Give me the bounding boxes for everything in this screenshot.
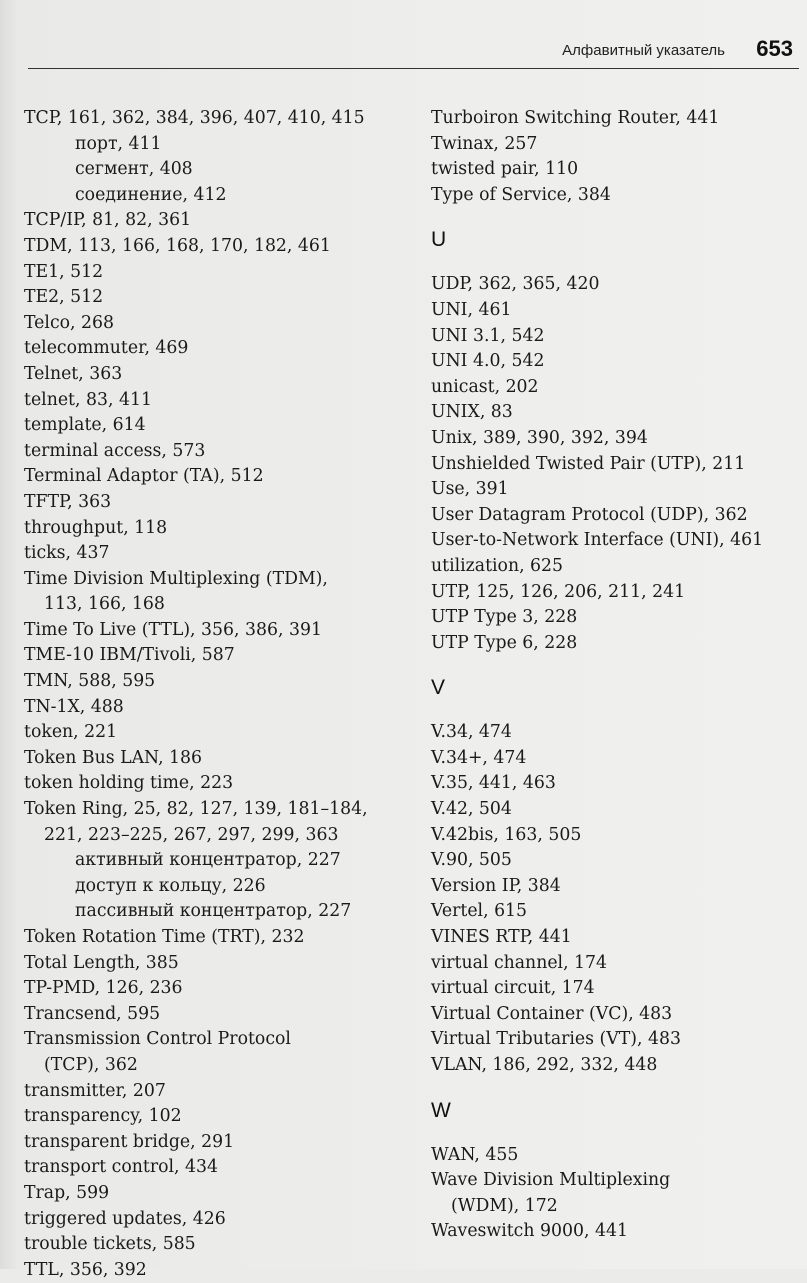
index-entry: Transmission Control Protocol xyxy=(24,1029,291,1050)
index-entry: throughput, 118 xyxy=(24,517,168,538)
index-entry: UNI 4.0, 542 xyxy=(431,351,545,372)
index-entry: transparent bridge, 291 xyxy=(24,1131,235,1152)
index-entry: telnet, 83, 411 xyxy=(24,389,152,410)
index-letter-heading: W xyxy=(431,1098,451,1122)
index-letter-heading: U xyxy=(431,228,447,252)
index-entry: TCP, 161, 362, 384, 396, 407, 410, 415 xyxy=(24,108,365,128)
index-entry: Trap, 599 xyxy=(24,1182,110,1203)
index-entry: transmitter, 207 xyxy=(24,1080,166,1101)
running-header xyxy=(28,36,793,68)
index-column-left xyxy=(24,106,416,1283)
index-entry: Virtual Tributaries (VT), 483 xyxy=(431,1029,681,1050)
index-entry: twisted pair, 110 xyxy=(431,159,579,180)
index-entry: Terminal Adaptor (TA), 512 xyxy=(24,466,264,487)
header-title: Алфавитный указатель xyxy=(562,42,725,59)
index-letter-heading: V xyxy=(431,676,446,700)
index-subentry: порт, 411 xyxy=(75,133,162,154)
index-entry: terminal access, 573 xyxy=(24,440,206,461)
header-rule xyxy=(28,68,799,69)
index-entry-continuation: (WDM), 172 xyxy=(451,1195,558,1216)
index-entry: Turboiron Switching Router, 441 xyxy=(431,108,720,128)
index-entry: token holding time, 223 xyxy=(24,773,234,794)
index-entry: UDP, 362, 365, 420 xyxy=(431,274,600,295)
index-entry: TN-1X, 488 xyxy=(24,696,124,717)
index-entry: TFTP, 363 xyxy=(24,491,112,512)
index-entry: UNIX, 83 xyxy=(431,402,513,423)
index-entry: TDM, 113, 166, 168, 170, 182, 461 xyxy=(24,235,331,256)
index-entry: Telco, 268 xyxy=(24,312,114,333)
index-entry: template, 614 xyxy=(24,415,146,436)
index-entry: UTP Type 3, 228 xyxy=(431,607,578,628)
index-entry: TME-10 IBM/Tivoli, 587 xyxy=(24,645,235,666)
index-entry: Time Division Multiplexing (TDM), xyxy=(24,568,328,589)
index-entry: V.42, 504 xyxy=(431,799,512,820)
index-entry: User Datagram Protocol (UDP), 362 xyxy=(431,504,748,525)
index-entry: UNI, 461 xyxy=(431,299,512,320)
index-subentry: сегмент, 408 xyxy=(75,159,193,180)
index-entry: transport control, 434 xyxy=(24,1157,218,1178)
index-entry: UTP Type 6, 228 xyxy=(431,632,578,653)
index-entry: V.34, 474 xyxy=(431,722,512,743)
index-entry: telecommuter, 469 xyxy=(24,338,189,359)
index-entry: triggered updates, 426 xyxy=(24,1208,226,1229)
index-entry: TTL, 356, 392 xyxy=(24,1259,147,1280)
index-entry: Twinax, 257 xyxy=(431,133,538,154)
index-entry: Time To Live (TTL), 356, 386, 391 xyxy=(24,619,322,640)
index-entry: V.35, 441, 463 xyxy=(431,773,556,794)
index-entry: Unshielded Twisted Pair (UTP), 211 xyxy=(431,453,746,474)
index-entry: TCP/IP, 81, 82, 361 xyxy=(24,210,192,231)
index-entry: Token Bus LAN, 186 xyxy=(24,747,203,768)
index-entry: Trancsend, 595 xyxy=(24,1003,161,1024)
index-entry: V.42bis, 163, 505 xyxy=(431,824,582,845)
index-entry-continuation: 113, 166, 168 xyxy=(44,594,165,615)
index-entry: token, 221 xyxy=(24,722,118,743)
index-subentry: активный концентратор, 227 xyxy=(75,850,341,871)
index-entry: virtual circuit, 174 xyxy=(431,978,595,999)
page-number: 653 xyxy=(756,36,793,61)
index-entry: TE2, 512 xyxy=(24,287,104,308)
index-subentry: соединение, 412 xyxy=(75,184,227,205)
index-entry: Telnet, 363 xyxy=(24,363,123,384)
index-entry: Version IP, 384 xyxy=(431,875,561,896)
index-entry: Wave Division Multiplexing xyxy=(431,1170,671,1191)
index-entry-continuation: 221, 223–225, 267, 297, 299, 363 xyxy=(44,824,339,845)
index-entry: TMN, 588, 595 xyxy=(24,671,156,692)
index-entry: Vertel, 615 xyxy=(431,901,528,922)
index-entry: Unix, 389, 390, 392, 394 xyxy=(431,427,648,448)
index-entry: VLAN, 186, 292, 332, 448 xyxy=(431,1055,658,1075)
index-entry: UTP, 125, 126, 206, 211, 241 xyxy=(431,581,686,602)
index-entry: ticks, 437 xyxy=(24,543,110,564)
index-entry: WAN, 455 xyxy=(431,1144,519,1165)
index-entry: Virtual Container (VC), 483 xyxy=(431,1003,673,1024)
index-entry: trouble tickets, 585 xyxy=(24,1234,196,1255)
index-entry: Type of Service, 384 xyxy=(431,184,611,205)
index-entry: User-to-Network Interface (UNI), 461 xyxy=(431,530,764,551)
index-entry: Waveswitch 9000, 441 xyxy=(431,1221,628,1242)
index-entry: Total Length, 385 xyxy=(24,952,179,973)
index-entry: unicast, 202 xyxy=(431,376,539,397)
index-entry: TE1, 512 xyxy=(24,261,104,282)
index-subentry: пассивный концентратор, 227 xyxy=(75,901,352,922)
index-entry: transparency, 102 xyxy=(24,1106,182,1127)
index-entry: TP-PMD, 126, 236 xyxy=(24,978,183,999)
index-entry: virtual channel, 174 xyxy=(431,952,608,973)
index-subentry: доступ к кольцу, 226 xyxy=(75,875,266,896)
index-column-right xyxy=(431,106,801,1245)
index-entry: Use, 391 xyxy=(431,479,509,500)
index-entry-continuation: (TCP), 362 xyxy=(44,1054,138,1075)
index-entry: utilization, 625 xyxy=(431,555,564,576)
index-entry: Token Ring, 25, 82, 127, 139, 181–184, xyxy=(24,799,368,820)
index-entry: UNI 3.1, 542 xyxy=(431,325,545,346)
index-entry: VINES RTP, 441 xyxy=(431,927,572,948)
index-entry: V.90, 505 xyxy=(431,850,512,871)
index-entry: Token Rotation Time (TRT), 232 xyxy=(24,927,305,947)
index-entry: V.34+, 474 xyxy=(431,747,527,768)
